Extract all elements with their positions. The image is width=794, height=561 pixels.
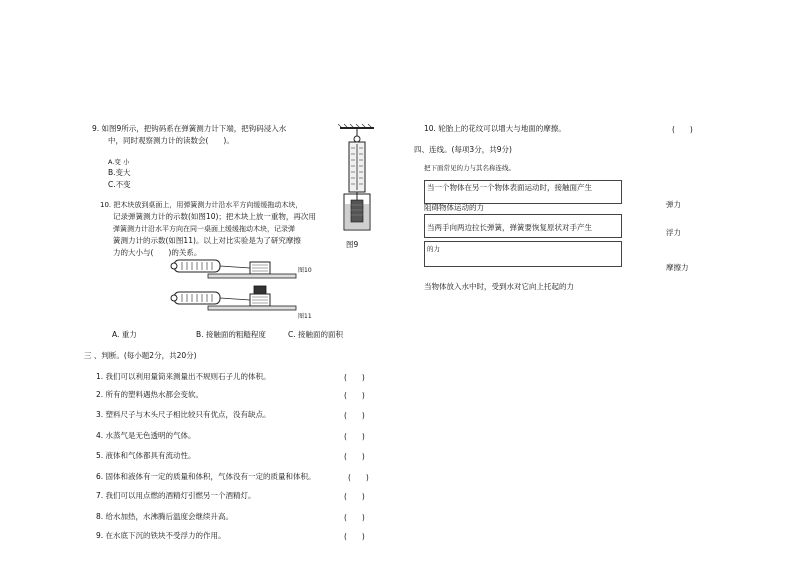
friction-experiment-figure-10	[168, 256, 298, 282]
force-description-1-line2: 阻碍物体运动的力	[424, 203, 484, 212]
judgment-item-1: 1. 我们可以利用量筒来测量出不规则石子儿的体积。	[96, 372, 271, 381]
answer-blank-7[interactable]: ( )	[344, 492, 365, 501]
judgment-item-7: 7. 我们可以用点燃的酒精灯引燃另一个酒精灯。	[96, 491, 256, 500]
answer-blank-2[interactable]: ( )	[344, 391, 365, 400]
judgment-item-6: 6. 固体和液体有一定的质量和体积，气体没有一定的质量和体积。	[96, 472, 316, 481]
question-9-line1: 9. 如图9所示，把钩码系在弹簧测力计下端，把钩码浸入水	[92, 124, 287, 133]
friction-experiment-figure-11	[168, 284, 298, 314]
force-description-box-3[interactable]	[424, 241, 622, 267]
judgment-item-9: 9. 在水底下沉的铁块不受浮力的作用。	[96, 531, 226, 540]
question-10-option-b: B. 接触面的粗糙程度	[196, 330, 266, 339]
question-10-line2: 记录弹簧测力计的示数(如图10)；把木块上放一重物，再次用	[113, 212, 316, 221]
judgment-item-2: 2. 所有的塑料遇热水都会变软。	[96, 390, 204, 399]
question-10-line1: 10. 把木块放到桌面上，用弹簧测力计沿水平方向缓缓拖动木块，	[100, 201, 303, 209]
figure-10-label: 图10	[298, 267, 312, 274]
answer-blank-8[interactable]: ( )	[344, 513, 365, 522]
right-question-10: 10. 轮胎上的花纹可以增大与地面的摩擦。	[424, 124, 566, 133]
judgment-item-3: 3. 塑料尺子与木头尺子相比较只有优点，没有缺点。	[96, 410, 271, 419]
question-9-option-a: A.变 小	[108, 158, 130, 166]
force-description-3: 当物体放入水中时，受到水对它向上托起的力	[424, 282, 574, 291]
judgment-item-4: 4. 水蒸气是无色透明的气体。	[96, 431, 196, 440]
figure-9-label: 图9	[346, 240, 359, 249]
force-description-1-line1: 当一个物体在另一个物体表面运动时，接触面产生	[427, 183, 592, 192]
question-9-line2: 中，同时观察测力计的读数会( )。	[108, 136, 234, 145]
question-10-option-c: C. 接触面的面积	[288, 330, 344, 339]
section-4-title: 四、连线。(每项3分，共9分)	[414, 145, 512, 154]
question-10-line3: 弹簧测力计沿水平方向在同一桌面上缓缓拖动木块，记录弹	[113, 225, 295, 233]
force-name-buoyancy[interactable]: 浮力	[666, 228, 681, 237]
force-name-friction[interactable]: 摩擦力	[666, 263, 689, 272]
section-4-instruction: 把下面常见的力与其名称连线。	[424, 164, 515, 172]
answer-blank-9[interactable]: ( )	[344, 532, 365, 541]
question-10-option-a: A. 重力	[112, 330, 137, 339]
answer-blank-1[interactable]: ( )	[344, 373, 365, 382]
force-name-elastic[interactable]: 弹力	[666, 200, 681, 209]
judgment-item-5: 5. 液体和气体都具有流动性。	[96, 451, 196, 460]
spring-scale-figure-9	[338, 122, 378, 234]
answer-blank-3[interactable]: ( )	[344, 411, 365, 420]
judgment-item-8: 8. 给水加热，水沸腾后温度会继续升高。	[96, 512, 234, 521]
question-9-option-b: B.变大	[108, 168, 131, 177]
answer-blank-4[interactable]: ( )	[344, 432, 365, 441]
force-description-2-line1: 当两手向两边拉长弹簧，弹簧要恢复原状对手产生	[427, 223, 592, 232]
figure-11-label: 图11	[298, 313, 312, 320]
answer-blank-5[interactable]: ( )	[344, 452, 365, 461]
section-3-title: 三 、判断。(每小题2分，共20分)	[84, 351, 197, 360]
question-9-option-c: C.不变	[108, 180, 131, 189]
right-answer-blank-10[interactable]: ( )	[672, 125, 693, 134]
question-10-line4: 簧测力计的示数(如图11)。以上对比实验是为了研究摩擦	[113, 236, 301, 245]
question-10-line5: 力的大小与( )的关系。	[113, 248, 202, 257]
answer-blank-6[interactable]: ( )	[348, 473, 369, 482]
force-description-2-line2: 的力	[427, 245, 440, 253]
